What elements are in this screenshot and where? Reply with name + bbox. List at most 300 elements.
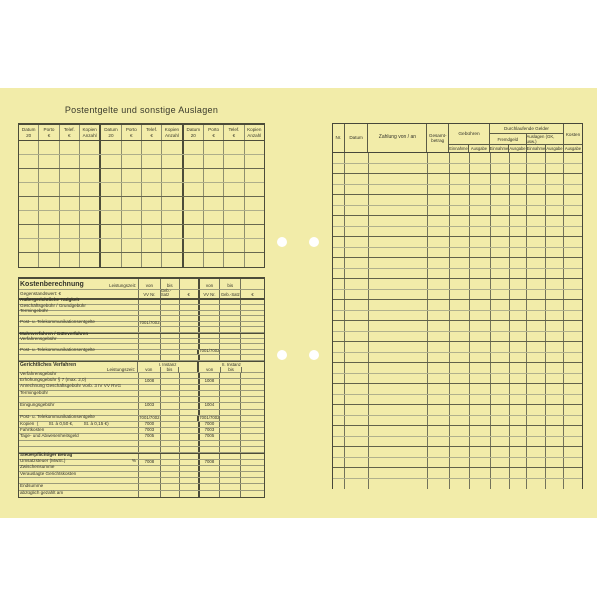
expense-cell (245, 183, 264, 196)
expense-cell (204, 197, 224, 210)
ledger-cell (510, 227, 528, 237)
kosten-value-cell (240, 447, 264, 452)
ledger-cell (369, 279, 429, 289)
kosten-value-cell (198, 385, 220, 390)
kosten-value-cell: 7000 (138, 422, 160, 427)
kosten-value-cell (219, 416, 240, 421)
ledger-cell (450, 311, 470, 321)
ledger-cell (470, 258, 491, 268)
ledger-cell (428, 311, 450, 321)
expense-row (19, 197, 264, 211)
ledger-cell (491, 458, 510, 468)
expense-cell (142, 197, 162, 210)
ledger-cell (450, 353, 470, 363)
label-text: Steuerpflichtiger Betrag (20, 452, 73, 458)
ledger-cell (527, 384, 546, 394)
vonbis-cell: bis (220, 367, 240, 373)
ledger-cell (369, 290, 429, 300)
expense-cell (101, 225, 121, 238)
kosten-value-cell (240, 391, 264, 396)
expense-cell (184, 225, 204, 238)
ledger-cell (333, 374, 345, 384)
kosten-value-cell (138, 491, 160, 497)
ledger-cell (546, 195, 564, 205)
kosten-value-cell (240, 441, 264, 446)
ledger-cell (428, 279, 450, 289)
kosten-value-cell: bis (160, 279, 179, 289)
ledger-cell (546, 479, 564, 489)
kosten-value-cell: 7003 (138, 428, 160, 433)
ledger-cell (369, 174, 429, 184)
ledger-cell (510, 374, 528, 384)
expense-row (19, 225, 264, 239)
ledger-cell (564, 216, 582, 226)
punch-hole (277, 237, 287, 247)
ledger-cell (470, 332, 491, 342)
kosten-value-cell (198, 300, 220, 304)
ledger-cell (369, 479, 429, 489)
kosten-value-cell (179, 434, 198, 439)
ledger-cell (564, 153, 582, 163)
kosten-value-cell (240, 454, 264, 459)
ledger-cell (527, 164, 546, 174)
expense-col-header (245, 125, 264, 140)
ledger-cell (510, 164, 528, 174)
label-text: Termingebühr (20, 389, 49, 395)
ledger-cell (450, 185, 470, 195)
kosten-value-cell (219, 397, 240, 402)
ledger-cell (470, 363, 491, 373)
kosten-value-cell (179, 305, 198, 310)
expense-cell (60, 155, 80, 168)
gegenstandswert-text: Gegenstandswert: € (20, 291, 62, 297)
ledger-cell (345, 300, 369, 310)
kosten-value-cell (179, 355, 198, 360)
expense-cell (245, 197, 264, 210)
ledger-cell (527, 216, 546, 226)
ledger-cell (546, 279, 564, 289)
ledger-cell (491, 290, 510, 300)
expense-row (19, 239, 264, 253)
ledger-cell (491, 269, 510, 279)
ledger-cell (450, 237, 470, 247)
percent-sign: % (131, 458, 137, 464)
ledger-cell (333, 426, 345, 436)
ledger-cell (345, 269, 369, 279)
ledger-cell (345, 237, 369, 247)
ledger-cell (527, 426, 546, 436)
kosten-value-cell (160, 379, 179, 384)
label-text: Umsatzsteuer (MwSt.) (20, 458, 66, 464)
kosten-row-label (19, 434, 138, 439)
ledger-cell (546, 447, 564, 457)
expense-header (19, 125, 264, 141)
kosten-value-cell (138, 305, 160, 310)
ledger-cell (491, 321, 510, 331)
expense-cell (184, 197, 204, 210)
kosten-value-cell: 7001/7002 (199, 347, 220, 353)
expense-cell (162, 211, 183, 224)
expense-cell (101, 211, 121, 224)
ledger-col-gesamtbetrag (427, 124, 449, 152)
kosten-value-cell (198, 334, 220, 338)
expense-cell (39, 211, 59, 224)
expense-cell (19, 141, 39, 154)
label-text: Kopien ( St. à 0,50 €, St. à 0,15 €) (20, 420, 109, 426)
ledger-cell (345, 353, 369, 363)
expense-cell (122, 155, 142, 168)
ledger-cell (428, 374, 450, 384)
ledger-cell (333, 153, 345, 163)
ledger-row (333, 237, 582, 248)
ledger-cell (510, 395, 528, 405)
expense-cell (142, 253, 162, 267)
ledger-cell (450, 374, 470, 384)
expense-cell (245, 253, 264, 267)
kosten-value-cell (198, 391, 220, 396)
header-line1: Telef. (63, 127, 75, 132)
ledger-cell (345, 164, 369, 174)
ledger-cell (527, 447, 546, 457)
ledger-cell (450, 479, 470, 489)
punch-hole (309, 350, 319, 360)
expense-cell (19, 169, 39, 182)
ledger-row (333, 353, 582, 364)
ledger-cell (546, 174, 564, 184)
ledger-cell (470, 269, 491, 279)
ledger-cell (491, 195, 510, 205)
expense-rows (19, 141, 264, 267)
kosten-row-label (19, 441, 138, 446)
kosten-value-cell (160, 460, 179, 465)
ledger-cell (428, 206, 450, 216)
ledger-cell (470, 447, 491, 457)
kosten-value-cell (179, 316, 198, 321)
kosten-value-cell (160, 373, 179, 378)
expense-cell (101, 183, 121, 196)
ledger-cell (546, 237, 564, 247)
ledger-cell (428, 300, 450, 310)
ledger-cell (333, 164, 345, 174)
ledger-cell (564, 185, 582, 195)
expense-cell (162, 155, 183, 168)
expense-cell (39, 183, 59, 196)
kosten-value-cell: 7000 (198, 422, 220, 427)
kosten-value-cell (138, 327, 160, 332)
ledger-cell (491, 237, 510, 247)
kosten-value-cell (160, 422, 179, 427)
ledger-cell (369, 374, 429, 384)
ledger-cell (564, 342, 582, 352)
label-text: Zwischensumme (20, 464, 55, 470)
expense-col-header (101, 125, 121, 140)
subcol-einnahme: Einnahme (489, 146, 509, 151)
expense-cell (142, 225, 162, 238)
kosten-value-cell (160, 447, 179, 452)
ledger-cell (428, 342, 450, 352)
ledger-cell (527, 258, 546, 268)
ledger-cell (345, 437, 369, 447)
kosten-row (19, 491, 264, 497)
ledger-cell (491, 153, 510, 163)
ledger-cell (470, 405, 491, 415)
kosten-value-cell: 1003 (138, 403, 160, 408)
ledger-cell (369, 437, 429, 447)
ledger-cell (527, 195, 546, 205)
ledger-cell (345, 227, 369, 237)
ledger-cell (470, 248, 491, 258)
expense-cell (60, 211, 80, 224)
kosten-value-cell (179, 466, 198, 471)
gerichtliches-title: Gerichtliches Verfahren (20, 361, 77, 368)
expense-cell (184, 211, 204, 224)
header-line1: Porto (208, 127, 220, 132)
kosten-value-cell (240, 300, 264, 304)
label-text: Geschäftsgebühr / Grundgebühr (20, 302, 86, 308)
ledger-cell (345, 195, 369, 205)
kosten-value-cell (179, 454, 198, 459)
kosten-value-cell (138, 344, 160, 349)
ledger-cell (345, 290, 369, 300)
ledger-row (333, 153, 582, 164)
ledger-cell (527, 479, 546, 489)
ledger-cell (345, 447, 369, 457)
kosten-value-cell (240, 422, 264, 427)
expense-cell (80, 155, 101, 168)
kosten-value-cell (179, 410, 198, 415)
ledger-cell (450, 164, 470, 174)
ledger-cell (564, 363, 582, 373)
label-text: Verfahrensgebühr (20, 371, 57, 377)
ledger-cell (369, 153, 429, 163)
kosten-value-cell (219, 322, 240, 327)
ledger-cell (491, 384, 510, 394)
ledger-cell (491, 395, 510, 405)
expense-cell (60, 225, 80, 238)
expense-cell (224, 183, 244, 196)
kosten-value-cell (138, 478, 160, 483)
ledger-cell (369, 206, 429, 216)
expense-cell (204, 169, 224, 182)
ledger-cell (345, 153, 369, 163)
ledger-cell (470, 216, 491, 226)
ledger-cell (546, 374, 564, 384)
kosten-value-cell (240, 334, 264, 338)
vonbis-cell: bis (160, 367, 179, 373)
expense-cell (80, 211, 101, 224)
ledger-cell (546, 321, 564, 331)
ledger-cell (450, 447, 470, 457)
ledger-row (333, 405, 582, 416)
ledger-cell (527, 153, 546, 163)
expense-cell (162, 197, 183, 210)
kosten-value-cell (240, 466, 264, 471)
ledger-cell (527, 321, 546, 331)
kosten-row-label (19, 336, 138, 344)
ledger-cell (527, 353, 546, 363)
ledger-cell (345, 248, 369, 258)
ledger-cell (333, 363, 345, 373)
kosten-value-cell: 7008 (198, 460, 220, 465)
ledger-row (333, 164, 582, 175)
expense-cell (101, 155, 121, 168)
ledger-cell (546, 164, 564, 174)
expense-row (19, 183, 264, 197)
ledger-cell (345, 216, 369, 226)
expense-cell (19, 239, 39, 252)
ledger-cell (510, 384, 528, 394)
expense-cell (122, 225, 142, 238)
ledger-cell (369, 216, 429, 226)
ledger-cell (470, 384, 491, 394)
ledger-cell (345, 374, 369, 384)
ledger-cell (428, 437, 450, 447)
ledger-cell (450, 279, 470, 289)
kosten-row-label (19, 403, 138, 408)
expense-cell (39, 239, 59, 252)
ledger-cell (564, 384, 582, 394)
kosten-row-label (19, 319, 138, 327)
expense-table (18, 123, 265, 268)
kosten-title: Kostenberechnung (20, 281, 84, 288)
ledger-cell (564, 248, 582, 258)
kosten-value-cell: 7001/7002 (139, 319, 160, 325)
kosten-value-cell (219, 403, 240, 408)
ledger-cell (546, 458, 564, 468)
kosten-value-cell (160, 491, 179, 497)
ledger-cell (470, 395, 491, 405)
expense-cell (122, 141, 142, 154)
expense-row (19, 141, 264, 155)
ledger-cell (428, 237, 450, 247)
ledger-cell (510, 300, 528, 310)
expense-cell (122, 211, 142, 224)
expense-cell (39, 155, 59, 168)
expense-cell (39, 169, 59, 182)
kosten-value-cell (138, 472, 160, 477)
kosten-value-cell (179, 279, 198, 289)
expense-cell (80, 253, 101, 267)
expense-row (19, 253, 264, 267)
expense-col-header (80, 125, 101, 140)
kosten-value-cell (160, 334, 179, 338)
ledger-cell (510, 353, 528, 363)
expense-cell (60, 169, 80, 182)
ledger-cell (333, 342, 345, 352)
ledger-cell (470, 206, 491, 216)
kosten-value-cell (179, 373, 198, 378)
ledger-cell (428, 395, 450, 405)
ledger-cell (510, 185, 528, 195)
kosten-value-cell (138, 355, 160, 360)
expense-cell (142, 155, 162, 168)
ledger-cell (546, 384, 564, 394)
expense-cell (39, 253, 59, 267)
ledger-rows (333, 153, 582, 489)
ledger-cell (428, 353, 450, 363)
kosten-value-cell: Geb.-Satz (160, 290, 179, 298)
ledger-cell (470, 311, 491, 321)
kosten-value-cell (198, 491, 220, 497)
ledger-col-datum: Datum (345, 124, 369, 152)
ledger-cell (450, 332, 470, 342)
kosten-value-cell: 1008 (198, 379, 220, 384)
ledger-cell (546, 290, 564, 300)
kosten-value-cell (240, 305, 264, 310)
ledger-cell (369, 458, 429, 468)
ledger-cell (564, 237, 582, 247)
kosten-value-cell (198, 327, 220, 332)
kosten-value-cell (219, 305, 240, 310)
kosten-value-cell (160, 300, 179, 304)
kosten-value-cell (240, 416, 264, 421)
ledger-cell (491, 426, 510, 436)
expense-col-header (19, 125, 39, 140)
expense-cell (80, 197, 101, 210)
ledger-cell (527, 290, 546, 300)
expense-row (19, 211, 264, 225)
ledger-cell (564, 416, 582, 426)
kosten-value-cell (219, 441, 240, 446)
ledger-cell (564, 437, 582, 447)
kosten-value-cell (219, 460, 240, 465)
ledger-cell (546, 227, 564, 237)
ledger-row (333, 374, 582, 385)
ledger-cell (527, 174, 546, 184)
expense-cell (80, 225, 101, 238)
ledger-col-nr: Nr. (333, 124, 345, 152)
kosten-value-cell (160, 339, 179, 344)
expense-row (19, 169, 264, 183)
kosten-value-cell (219, 311, 240, 316)
ledger-cell (450, 395, 470, 405)
ledger-cell (470, 458, 491, 468)
kosten-value-cell: VV Nr. (198, 290, 220, 298)
kosten-value-cell (198, 466, 220, 471)
kosten-value-cell (219, 344, 240, 349)
expense-cell (60, 239, 80, 252)
kosten-value-cell (179, 397, 198, 402)
ledger-cell (491, 227, 510, 237)
kosten-value-cell (160, 410, 179, 415)
kosten-value-cell: VV Nr. (138, 290, 160, 298)
ledger-cell (491, 468, 510, 478)
ledger-cell (428, 426, 450, 436)
ledger-cell (491, 437, 510, 447)
expense-cell (142, 169, 162, 182)
ledger-cell (564, 227, 582, 237)
ledger-header-right (449, 124, 582, 152)
ledger-cell (491, 248, 510, 258)
label-text: Erhöhungsgebühr § 7 (max. 2,0) (20, 377, 87, 383)
ledger-cell (527, 342, 546, 352)
ledger-cell (428, 195, 450, 205)
kosten-value-cell (198, 322, 220, 327)
expense-cell (101, 239, 121, 252)
kosten-value-cell (198, 305, 220, 310)
ledger-cell (333, 468, 345, 478)
expense-cell (162, 183, 183, 196)
ledger-cell (470, 353, 491, 363)
ledger-row (333, 311, 582, 322)
ledger-cell (345, 342, 369, 352)
kosten-value-cell (240, 460, 264, 465)
gesamt-line1: Gesamt- (428, 132, 447, 138)
ledger-cell (527, 248, 546, 258)
kosten-value-cell (179, 422, 198, 427)
expense-cell (60, 183, 80, 196)
ledger-cell (510, 174, 528, 184)
